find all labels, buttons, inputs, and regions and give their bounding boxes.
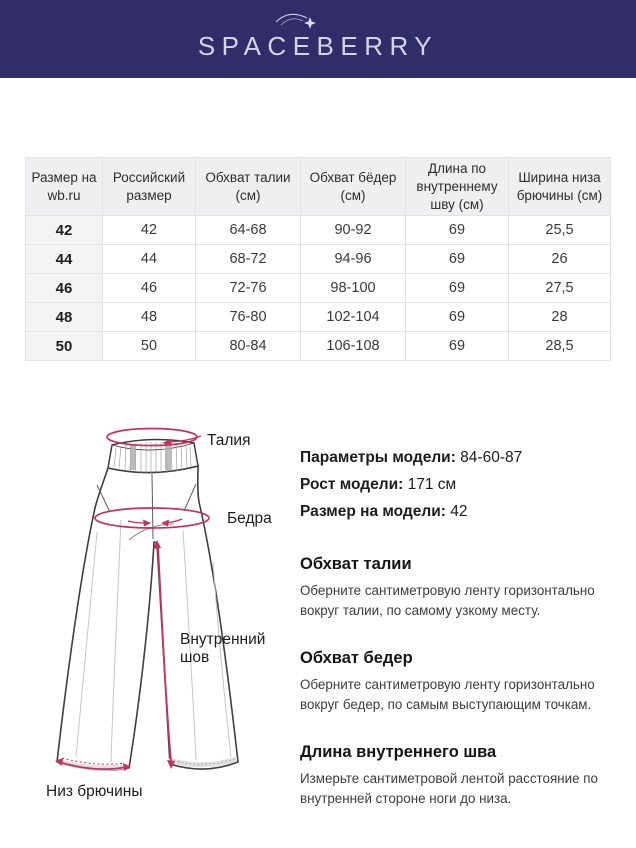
guide-body: Оберните сантиметровую ленту горизонтально вокруг бедер, по самым выступающим точкам.	[300, 676, 595, 713]
table-cell: 68-72	[196, 245, 301, 274]
pants-sketch	[0, 412, 300, 812]
table-cell: 44	[26, 245, 103, 274]
table-cell: 69	[406, 303, 509, 332]
column-header-leg-width: Ширина низа брючины (см)	[509, 158, 611, 216]
model-size-value: 42	[450, 503, 468, 520]
model-params-value: 84-60-87	[460, 449, 523, 466]
table-cell: 28,5	[509, 332, 611, 361]
inseam-label: Внутренний шов	[180, 631, 266, 667]
guide-title: Длина внутреннего шва	[300, 742, 497, 761]
guide-title: Обхват талии	[300, 555, 412, 573]
guide-section-waist	[300, 555, 622, 622]
model-height-line	[300, 471, 622, 498]
size-table	[25, 157, 611, 361]
column-header-hips: Обхват бёдер (см)	[301, 158, 406, 216]
table-header-row	[26, 158, 611, 216]
pants-silhouette	[57, 466, 238, 770]
hem-label: Низ брючины	[46, 783, 143, 800]
table-cell: 69	[406, 216, 509, 245]
guide-section-inseam	[300, 743, 622, 810]
table-cell: 27,5	[509, 274, 611, 303]
table-cell: 94-96	[301, 245, 406, 274]
table-row	[26, 274, 611, 303]
table-cell: 48	[103, 303, 196, 332]
column-header-inseam: Длина по внутреннему шву (см)	[406, 158, 509, 216]
brand-logo	[198, 0, 438, 78]
table-cell: 50	[103, 332, 196, 361]
table-cell: 69	[406, 332, 509, 361]
comet-icon	[274, 9, 322, 35]
table-cell: 42	[103, 216, 196, 245]
guide-section-hips	[300, 649, 622, 716]
table-cell: 102-104	[301, 303, 406, 332]
table-row	[26, 303, 611, 332]
column-header-wb-size: Размер на wb.ru	[26, 158, 103, 216]
table-cell: 44	[103, 245, 196, 274]
table-cell: 28	[509, 303, 611, 332]
table-row	[26, 216, 611, 245]
hips-label: Бедра	[227, 510, 272, 527]
table-row	[26, 332, 611, 361]
table-cell: 46	[103, 274, 196, 303]
table-cell: 48	[26, 303, 103, 332]
waistband	[108, 439, 198, 474]
table-row	[26, 245, 611, 274]
measurement-guide	[300, 555, 622, 809]
table-cell: 76-80	[196, 303, 301, 332]
model-size-line	[300, 498, 622, 525]
guide-body: Оберните сантиметровую ленту горизонтально вокруг талии, по самому узкому месту.	[300, 583, 595, 619]
table-cell: 50	[26, 332, 103, 361]
brand-logo-text: SPACEBERRY	[197, 30, 439, 61]
measurement-info	[300, 444, 622, 836]
model-height-label: Рост модели:	[300, 476, 404, 493]
model-params-label: Параметры модели:	[300, 449, 456, 466]
column-header-waist: Обхват талии (см)	[196, 158, 301, 216]
guide-body: Измерьте сантиметровой лентой расстояние по внутренней стороне ноги до низа.	[300, 770, 598, 806]
table-cell: 64-68	[196, 216, 301, 245]
table-cell: 90-92	[301, 216, 406, 245]
table-cell: 72-76	[196, 274, 301, 303]
column-header-ru-size: Российский размер	[103, 158, 196, 216]
table-cell: 69	[406, 274, 509, 303]
model-height-value: 171 см	[407, 476, 457, 493]
pants-diagram	[0, 412, 300, 822]
guide-title: Обхват бедер	[300, 648, 413, 667]
table-cell: 46	[26, 274, 103, 303]
table-cell: 25,5	[509, 216, 611, 245]
table-cell: 98-100	[301, 274, 406, 303]
model-size-label: Размер на модели:	[300, 503, 446, 520]
table-cell: 42	[26, 216, 103, 245]
table-cell: 106-108	[301, 332, 406, 361]
table-cell: 26	[509, 245, 611, 274]
table-cell: 69	[406, 245, 509, 274]
waist-label: Талия	[207, 432, 251, 449]
model-params-line	[300, 444, 622, 471]
brand-header	[0, 0, 636, 78]
table-cell: 80-84	[196, 332, 301, 361]
